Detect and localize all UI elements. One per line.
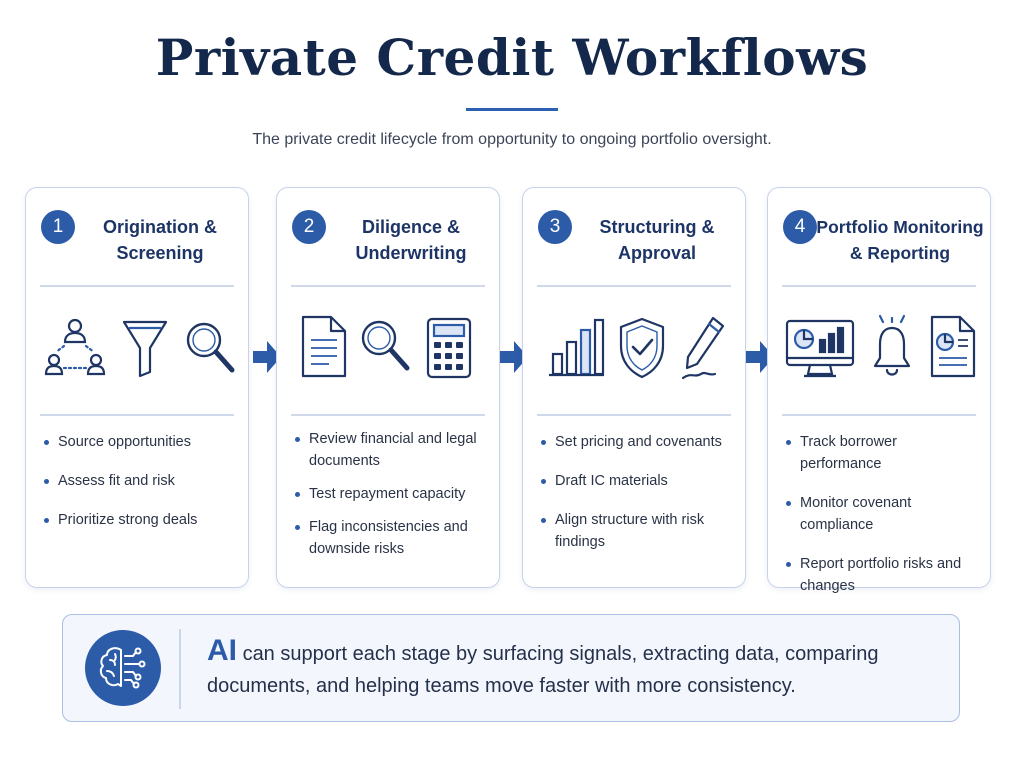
stage-title	[78, 214, 242, 266]
network-people-icon	[44, 316, 106, 380]
calculator-icon	[425, 316, 473, 380]
callout-separator	[179, 629, 181, 709]
ai-callout-body: can support each stage by surfacing signals, extracting data, comparing documents, and helping teams move faster with more consistency.	[207, 643, 879, 697]
stage-number-badge: 4	[783, 210, 817, 244]
bullet-item: Draft IC materials	[541, 470, 737, 492]
stage-icons	[768, 308, 990, 388]
divider	[291, 414, 485, 416]
stage-icons	[523, 308, 745, 388]
stage-card-origination	[25, 187, 249, 588]
divider	[40, 285, 234, 287]
pen-icon	[679, 314, 727, 382]
stage-number-badge: 1	[41, 210, 75, 244]
stage-card-monitoring	[767, 187, 991, 594]
bullet-item: Report portfolio risks and changes	[786, 553, 982, 597]
stage-title-line: Underwriting	[355, 243, 467, 263]
bullet-item: Test repayment capacity	[295, 483, 491, 505]
divider	[291, 285, 485, 287]
monitor-dashboard-icon	[784, 318, 856, 380]
stage-number-badge: 2	[292, 210, 326, 244]
stage-title-line: Diligence &	[361, 217, 461, 237]
stage-icons	[277, 308, 499, 388]
bullet-list	[786, 431, 982, 614]
funnel-icon	[121, 318, 169, 378]
shield-check-icon	[617, 316, 667, 380]
page-title: Private Credit Workflows	[155, 28, 869, 87]
stage-title-line: Origination &	[103, 217, 217, 237]
stage-number-badge: 3	[538, 210, 572, 244]
report-icon	[928, 314, 978, 380]
stage-title-line: Approval	[617, 243, 696, 263]
divider	[537, 285, 731, 287]
ai-emphasis: AI	[207, 634, 237, 667]
stage-card-structuring	[522, 187, 746, 588]
bullet-list	[44, 431, 240, 548]
ai-brain-badge	[85, 630, 161, 706]
bullet-list	[541, 431, 737, 570]
bullet-item: Monitor covenant compliance	[786, 492, 982, 536]
magnifier-icon	[184, 320, 236, 376]
bullet-list	[295, 428, 491, 577]
divider	[40, 414, 234, 416]
bullet-item: Assess fit and risk	[44, 470, 240, 492]
page-subtitle: The private credit lifecycle from opportunity to ongoing portfolio oversight.	[252, 131, 772, 148]
title-underline	[466, 108, 558, 111]
stage-title-line: Screening	[116, 243, 204, 263]
bell-icon	[872, 314, 912, 380]
divider	[782, 414, 976, 416]
bullet-item: Align structure with risk findings	[541, 509, 737, 553]
stage-title	[575, 214, 739, 266]
stage-title-line: Structuring &	[599, 217, 715, 237]
stage-title	[329, 214, 493, 266]
document-icon	[299, 314, 349, 380]
bullet-item: Flag inconsistencies and downside risks	[295, 516, 491, 560]
bar-chart-icon	[547, 318, 605, 378]
divider	[782, 285, 976, 287]
bullet-item: Source opportunities	[44, 431, 240, 453]
stage-title-line: Portfolio Monitoring	[816, 217, 984, 237]
bullet-item: Track borrower performance	[786, 431, 982, 475]
divider	[537, 414, 731, 416]
stage-title-line: & Reporting	[849, 243, 951, 263]
bullet-item: Set pricing and covenants	[541, 431, 737, 453]
bullet-item: Prioritize strong deals	[44, 509, 240, 531]
ai-callout	[62, 614, 960, 722]
stage-title	[812, 214, 988, 266]
bullet-item: Review financial and legal documents	[295, 428, 491, 472]
magnifier-icon	[359, 318, 411, 374]
ai-brain-icon	[85, 630, 161, 706]
stage-card-diligence	[276, 187, 500, 588]
ai-callout-text	[207, 635, 939, 702]
stage-icons	[26, 308, 248, 388]
